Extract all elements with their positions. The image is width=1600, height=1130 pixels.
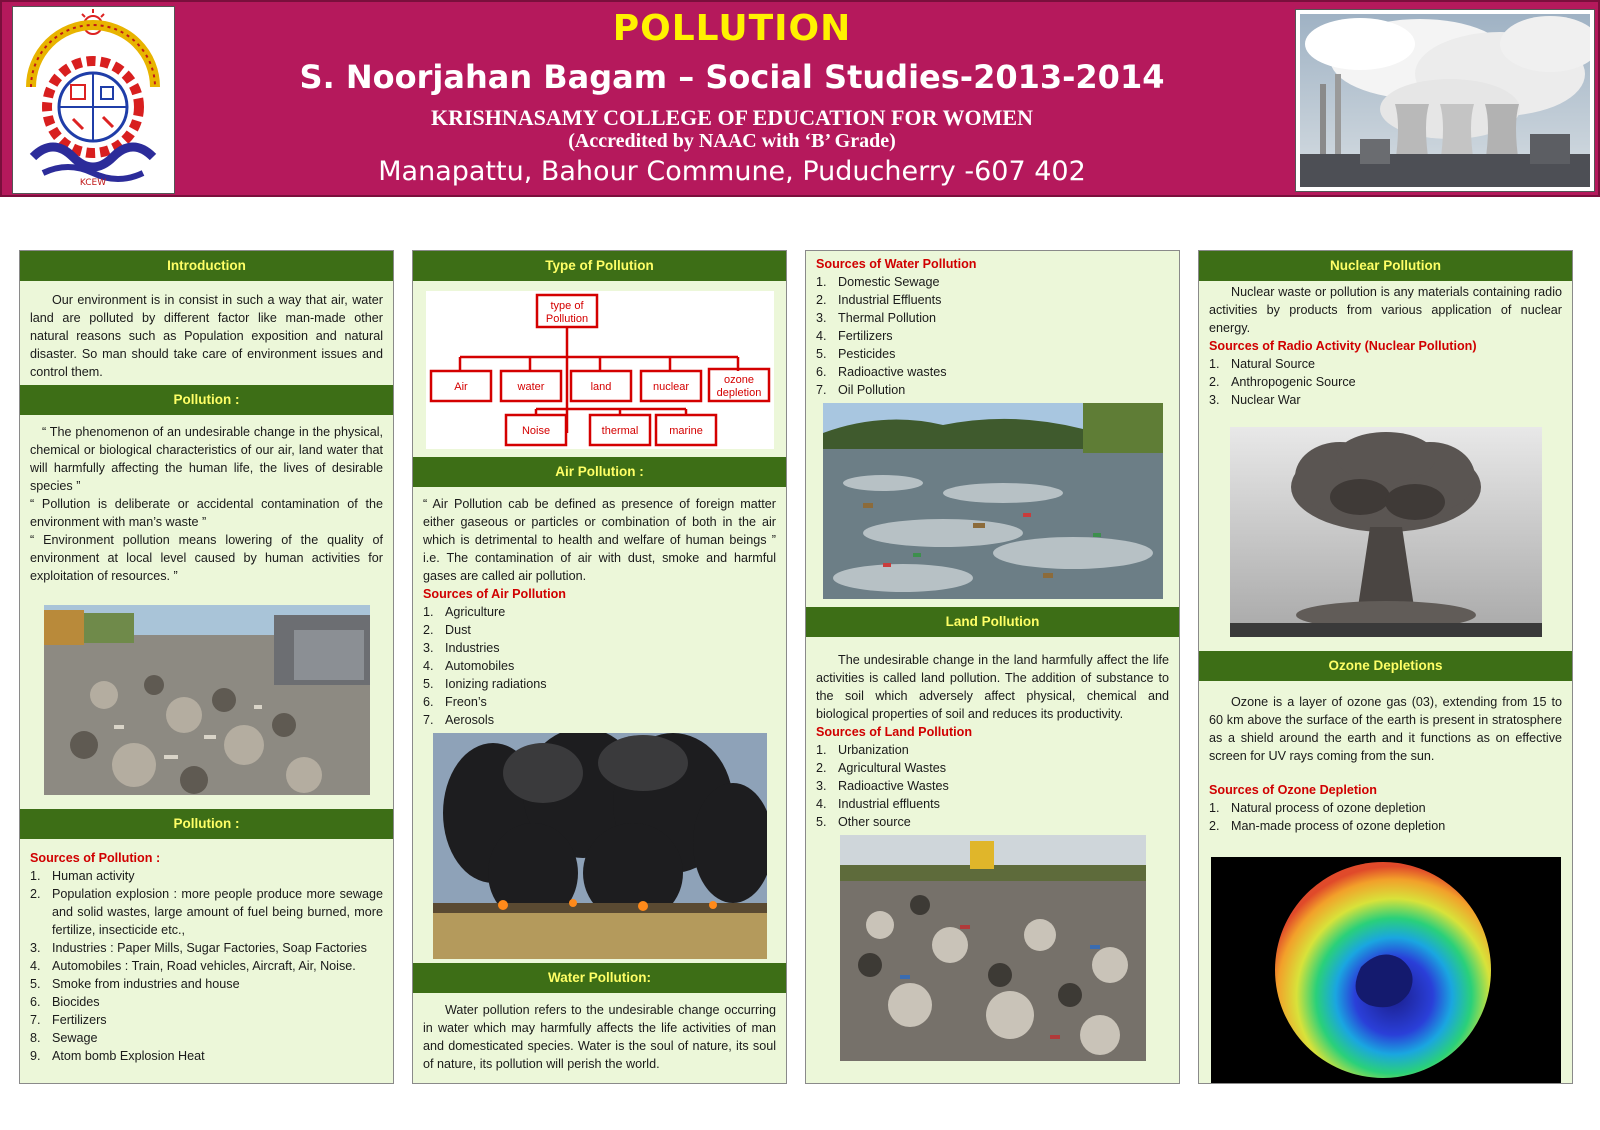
list-number: 1. [423, 605, 434, 619]
list-number: 7. [816, 383, 827, 397]
list-number: 5. [423, 677, 434, 691]
list-number: 1. [816, 275, 827, 289]
diagram-node: marine [668, 425, 703, 437]
land-pollution-heading: Land Pollution [806, 607, 1179, 637]
list-text: Sewage [52, 1031, 98, 1045]
ozone-section [1199, 681, 1572, 839]
list-item [423, 711, 776, 729]
water-sources-subheading: Sources of Water Pollution [816, 257, 977, 271]
list-item [423, 603, 776, 621]
pollution-definitions [20, 415, 393, 589]
list-number: 6. [423, 695, 434, 709]
list-number: 1. [30, 869, 41, 883]
list-text: Fertilizers [52, 1013, 107, 1027]
list-text: Atom bomb Explosion Heat [52, 1049, 205, 1063]
air-sources-list [423, 603, 776, 729]
water-pollution-section [413, 993, 786, 1077]
poster-header [0, 0, 1600, 197]
diagram-node: land [590, 381, 611, 393]
list-number: 5. [816, 815, 827, 829]
list-number: 4. [816, 797, 827, 811]
list-item [816, 381, 1169, 399]
diagram-node: Air [453, 381, 468, 393]
list-number: 9. [30, 1049, 41, 1063]
pollution-sources-heading: Pollution : [20, 809, 393, 839]
list-text: Automobiles : Train, Road vehicles, Aircraft, Air, Noise. [52, 959, 356, 973]
list-text: Population explosion : more people produce more sewage and solid wastes, large amount of fuel being burned, more fertilize, insecticide etc., [52, 887, 383, 937]
definition-quote: “ Environment pollution means lowering of the quality of environment at local level caused by human activities for exploitation of resources. ” [30, 533, 383, 583]
list-item [816, 345, 1169, 363]
list-text: Radioactive wastes [838, 365, 947, 379]
list-text: Agricultural Wastes [838, 761, 947, 775]
list-text: Dust [445, 623, 471, 637]
radio-sources-list [1209, 355, 1562, 409]
list-item [423, 639, 776, 657]
list-text: Human activity [52, 869, 135, 883]
list-item [30, 867, 383, 885]
list-text: Smoke from industries and house [52, 977, 240, 991]
list-number: 3. [816, 311, 827, 325]
water-sources-section [806, 251, 1179, 403]
pollution-heading: Pollution : [20, 385, 393, 415]
column-water-land [805, 250, 1180, 1084]
list-number: 2. [816, 761, 827, 775]
air-sources-subheading: Sources of Air Pollution [423, 587, 566, 601]
list-text: Man-made process of ozone depletion [1231, 819, 1446, 833]
list-item [1209, 799, 1562, 817]
list-text: Anthropogenic Source [1231, 375, 1356, 389]
type-of-pollution-diagram [426, 291, 774, 449]
list-number: 7. [423, 713, 434, 727]
list-number: 6. [816, 365, 827, 379]
column-types [412, 250, 787, 1084]
accreditation-line: (Accredited by NAAC with ‘B’ Grade) [568, 130, 896, 152]
list-text: Other source [838, 815, 911, 829]
list-item [816, 741, 1169, 759]
land-sources-list [816, 741, 1169, 831]
diagram-node: water [517, 381, 544, 393]
list-number: 5. [816, 347, 827, 361]
list-item [30, 993, 383, 1011]
water-pollution-heading: Water Pollution: [413, 963, 786, 993]
air-pollution-section [413, 487, 786, 733]
pollution-sources-list [30, 867, 383, 1065]
introduction-heading: Introduction [20, 251, 393, 281]
list-item [816, 813, 1169, 831]
list-text: Ionizing radiations [445, 677, 547, 691]
diagram-node: nuclear [652, 381, 689, 393]
list-text: Industrial effluents [838, 797, 940, 811]
list-number: 7. [30, 1013, 41, 1027]
introduction-text: Our environment is in consist in such a way that air, water land are polluted by different factor like man-made other natural reasons such as Population exposition and natural disaster. So man should take care of environment issues and control them. [30, 293, 383, 379]
list-text: Industrial Effluents [838, 293, 942, 307]
list-text: Fertilizers [838, 329, 893, 343]
ozone-depletion-heading: Ozone Depletions [1199, 651, 1572, 681]
diagram-node: thermal [601, 425, 638, 437]
college-emblem-icon [12, 6, 175, 194]
list-number: 2. [816, 293, 827, 307]
list-text: Thermal Pollution [838, 311, 936, 325]
type-of-pollution-heading: Type of Pollution [413, 251, 786, 281]
list-number: 1. [1209, 801, 1220, 815]
ozone-hole-globe-image [1211, 857, 1561, 1083]
diagram-node-ozone-line2: depletion [716, 387, 761, 399]
diagram-node-ozone-line1: ozone [723, 374, 754, 386]
list-item [1209, 391, 1562, 409]
list-item [816, 327, 1169, 345]
list-item [30, 939, 383, 957]
list-number: 5. [30, 977, 41, 991]
list-number: 3. [423, 641, 434, 655]
list-item [30, 1047, 383, 1065]
list-text: Biocides [52, 995, 100, 1009]
list-item [816, 309, 1169, 327]
air-pollution-text: “ Air Pollution cab be defined as presence of foreign matter either gaseous or particles or combination of both in the air which is detrimental to health and welfare of human beings ” i.e. The contamination of air with dust, smoke and harmful gases are called air pollution. [423, 497, 776, 583]
factory-smoke-photo [1295, 9, 1595, 192]
list-text: Natural process of ozone depletion [1231, 801, 1426, 815]
landfill-photo [840, 835, 1146, 1061]
poster-title: POLLUTION [612, 8, 852, 49]
list-text: Agriculture [445, 605, 506, 619]
list-text: Industries [445, 641, 500, 655]
list-number: 6. [30, 995, 41, 1009]
list-item [1209, 355, 1562, 373]
list-item [30, 1011, 383, 1029]
list-number: 4. [30, 959, 41, 973]
ozone-text: Ozone is a layer of ozone gas (03), extending from 15 to 60 km above the surface of the earth is present in stratosphere as a shield around the earth and it functions as on effective screen for UV rays coming from the sun. [1209, 695, 1562, 763]
list-item [423, 693, 776, 711]
list-item [423, 675, 776, 693]
nuclear-pollution-heading: Nuclear Pollution [1199, 251, 1572, 281]
nuclear-pollution-text: Nuclear waste or pollution is any materials containing radio activities by products from various application of nuclear energy. [1209, 285, 1562, 335]
list-number: 3. [30, 941, 41, 955]
black-smoke-photo [433, 733, 767, 959]
list-item [816, 363, 1169, 381]
address-line: Manapattu, Bahour Commune, Puducherry -607 402 [378, 156, 1086, 187]
land-pollution-text: The undesirable change in the land harmfully affect the life activities is called land pollution. The addition of substance to the soil which adversely affect physical, chemical and biological properties of soil and reduces its productivity. [816, 653, 1169, 721]
diagram-node: Noise [521, 425, 550, 437]
nuclear-pollution-section [1199, 281, 1572, 413]
list-text: Freon’s [445, 695, 487, 709]
definition-quote: “ The phenomenon of an undesirable change in the physical, chemical or biological characteristics of our air, land water that will harmfully affecting the human life, the lives of desirable species ” [30, 425, 383, 493]
polluted-lake-photo [823, 403, 1163, 599]
list-item [423, 621, 776, 639]
list-number: 2. [423, 623, 434, 637]
list-item [816, 291, 1169, 309]
college-name: KRISHNASAMY COLLEGE OF EDUCATION FOR WOMEN [431, 105, 1033, 130]
list-text: Urbanization [838, 743, 909, 757]
list-number: 2. [1209, 375, 1220, 389]
column-introduction [19, 250, 394, 1084]
radio-sources-subheading: Sources of Radio Activity (Nuclear Pollution) [1209, 339, 1477, 353]
garbage-river-photo [44, 605, 370, 795]
list-text: Pesticides [838, 347, 896, 361]
list-text: Radioactive Wastes [838, 779, 949, 793]
list-item [816, 273, 1169, 291]
list-text: Oil Pollution [838, 383, 906, 397]
list-item [816, 795, 1169, 813]
diagram-root-line2: Pollution [545, 313, 588, 325]
list-number: 3. [1209, 393, 1220, 407]
land-sources-subheading: Sources of Land Pollution [816, 725, 973, 739]
svg-text:KCEW: KCEW [79, 178, 107, 188]
list-item [423, 657, 776, 675]
ozone-sources-subheading: Sources of Ozone Depletion [1209, 783, 1377, 797]
list-number: 2. [1209, 819, 1220, 833]
list-number: 2. [30, 887, 41, 901]
column-nuclear-ozone [1198, 250, 1573, 1084]
list-number: 4. [423, 659, 434, 673]
list-item [1209, 373, 1562, 391]
list-number: 4. [816, 329, 827, 343]
list-text: Industries : Paper Mills, Sugar Factories, Soap Factories [52, 941, 367, 955]
list-number: 1. [1209, 357, 1220, 371]
author-line: S. Noorjahan Bagam – Social Studies-2013-2014 [299, 58, 1165, 96]
list-text: Aerosols [445, 713, 494, 727]
list-text: Domestic Sewage [838, 275, 940, 289]
land-pollution-section [806, 637, 1179, 835]
ozone-sources-list [1209, 799, 1562, 835]
list-item [1209, 817, 1562, 835]
mushroom-cloud-photo [1230, 427, 1542, 637]
list-item [30, 975, 383, 993]
list-item [30, 1029, 383, 1047]
introduction-section [20, 281, 393, 385]
list-number: 3. [816, 779, 827, 793]
water-pollution-text: Water pollution refers to the undesirable change occurring in water which may harmfully affects the life activities of man and domesticated species. Water is the soul of nature, its soul of nature, its pollution will perish the world. [423, 1003, 776, 1071]
water-sources-list [816, 273, 1169, 399]
diagram-root-line1: type of [549, 300, 584, 312]
definition-quote: “ Pollution is deliberate or accidental contamination of the environment with man’s waste ” [30, 497, 383, 529]
list-item [30, 885, 383, 939]
air-pollution-heading: Air Pollution : [413, 457, 786, 487]
list-item [816, 759, 1169, 777]
list-item [816, 777, 1169, 795]
list-text: Nuclear War [1231, 393, 1301, 407]
list-number: 8. [30, 1031, 41, 1045]
list-item [30, 957, 383, 975]
sources-subheading: Sources of Pollution : [30, 851, 161, 865]
pollution-sources-section [20, 839, 393, 1069]
list-text: Automobiles [445, 659, 515, 673]
list-text: Natural Source [1231, 357, 1315, 371]
list-number: 1. [816, 743, 827, 757]
